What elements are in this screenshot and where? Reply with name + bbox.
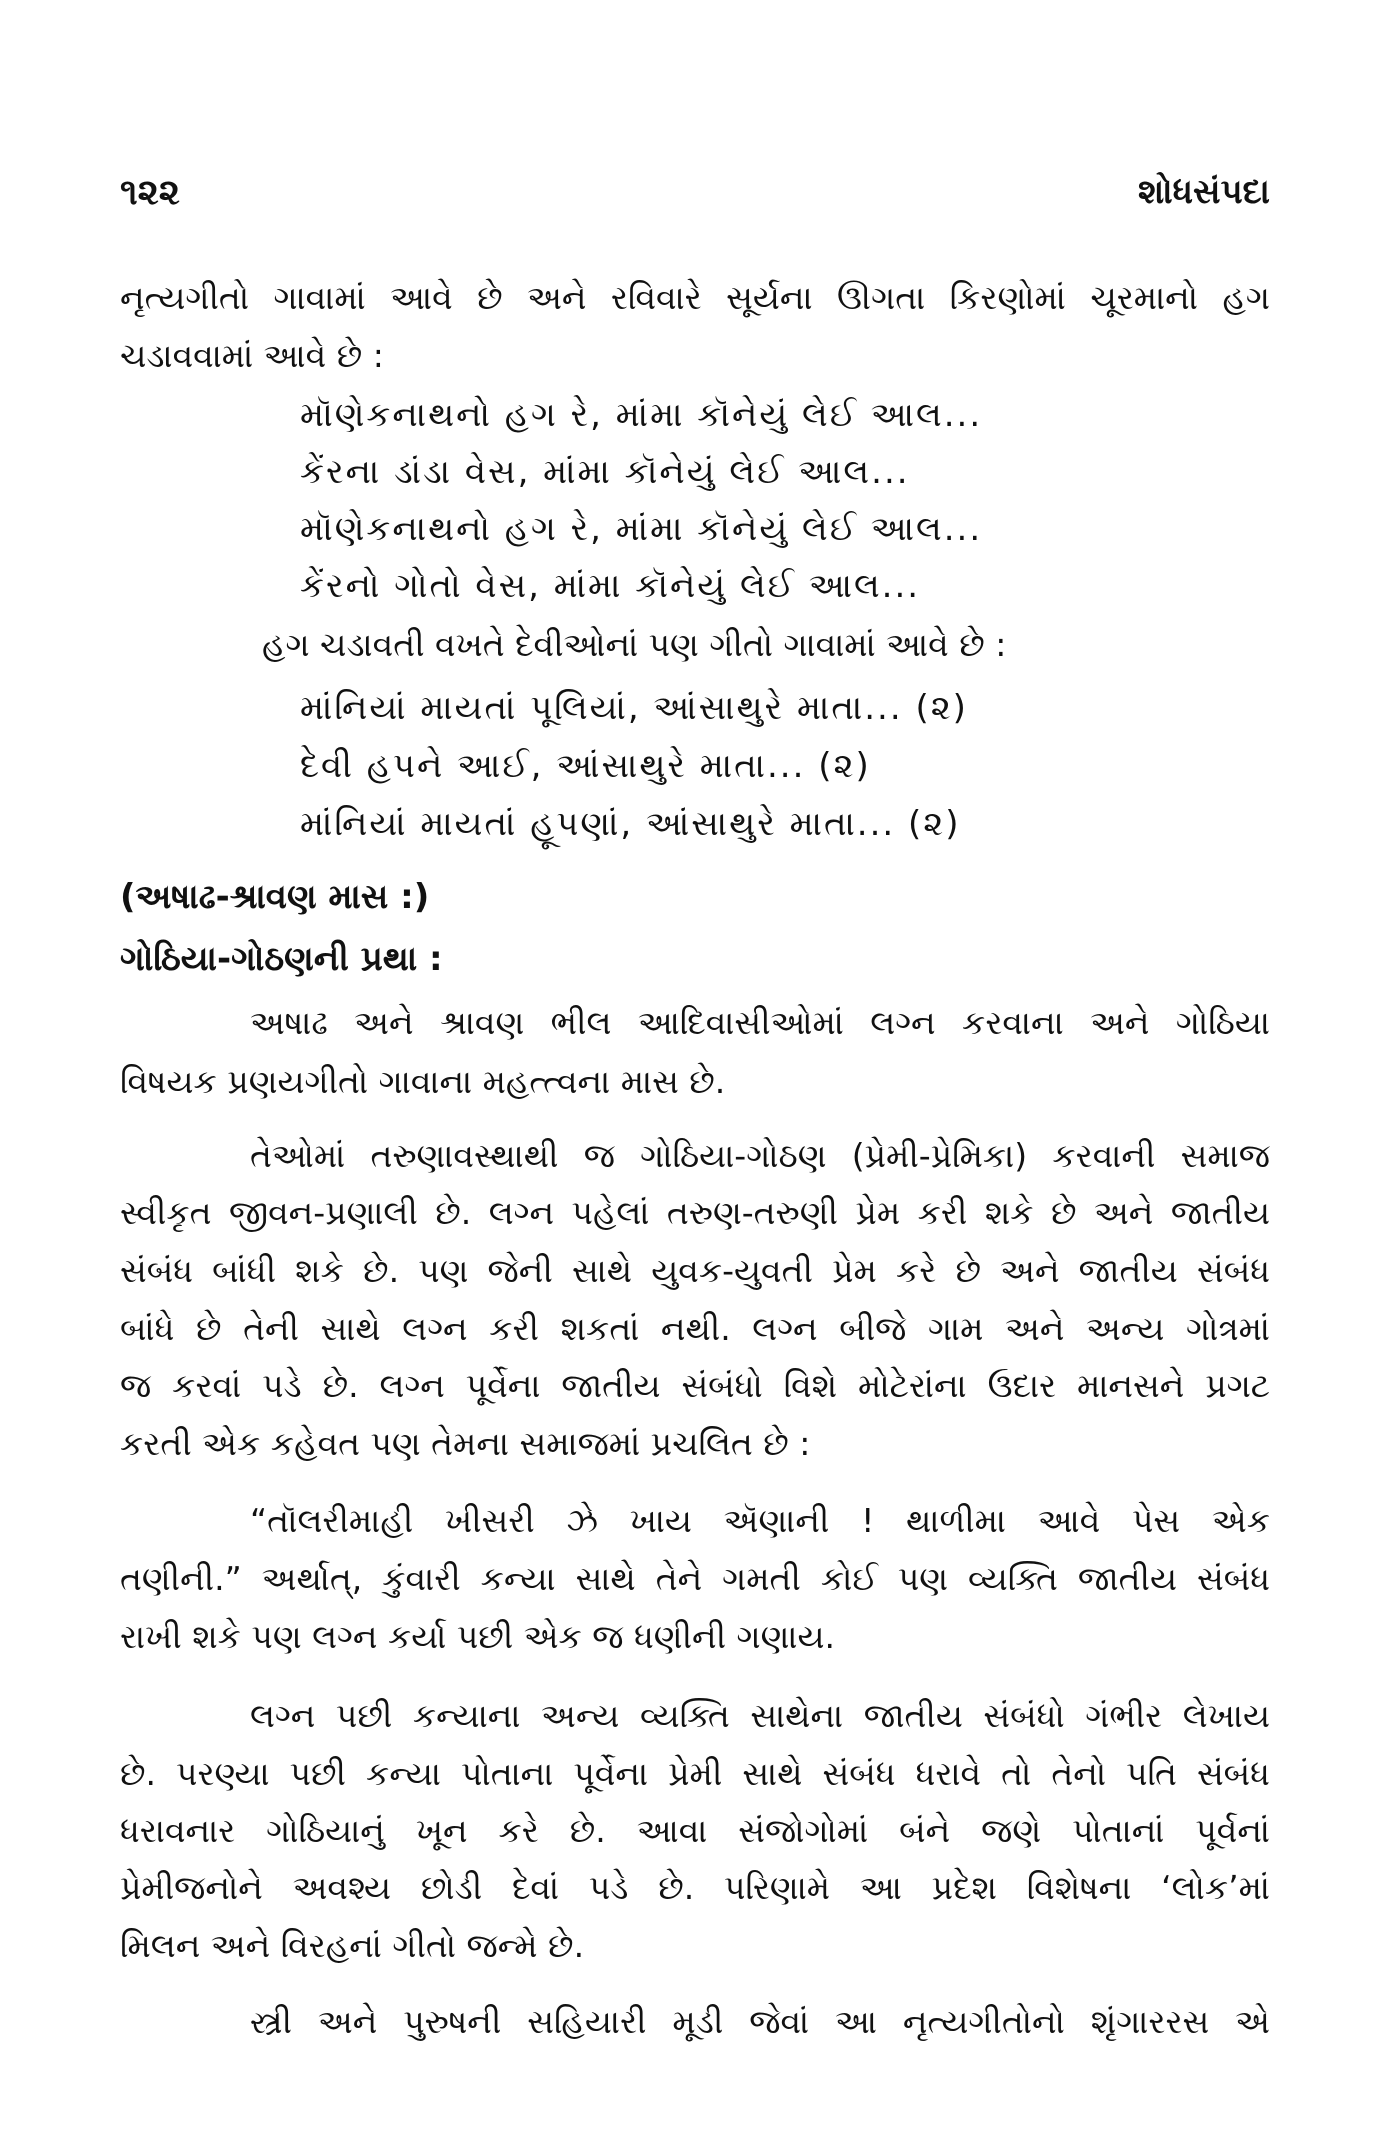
page-number: ૧૨૨ <box>120 172 180 213</box>
section-month: (અષાઢ-શ્રાવણ માસ :) <box>120 877 430 917</box>
page-header <box>120 172 1270 222</box>
text-line: ચડાવવામાં આવે છે : <box>120 336 384 375</box>
verse-line: માંનિયાં માયતાં પૂલિયાં, આંસાથુરે માતા... (૨) <box>300 688 968 728</box>
text-line: હગ ચડાવતી વખતે દેવીઓનાં પણ ગીતો ગાવામાં આવે છે : <box>262 625 1007 664</box>
text-line: સ્વીકૃત જીવન-પ્રણાલી છે. લગ્ન પહેલાં તરુણ-તરુણી પ્રેમ કરી શકે છે અને જાતીય <box>120 1193 1270 1232</box>
text-line: કરતી એક કહેવત પણ તેમના સમાજમાં પ્રચલિત છે : <box>120 1424 811 1463</box>
text-line: લગ્ન પછી કન્યાના અન્ય વ્યક્તિ સાથેના જાતીય સંબંધો ગંભીર લેખાય <box>250 1696 1270 1735</box>
running-title: શોધસંપદા <box>1137 172 1270 212</box>
verse-line: કેંરનો ગોતો વેસ, માંમા કૉનેયું લેઈ આલ... <box>300 566 921 606</box>
text-line: અષાઢ અને શ્રાવણ ભીલ આદિવાસીઓમાં લગ્ન કરવાના અને ગોઠિયા <box>250 1003 1270 1042</box>
section-heading: ગોઠિયા-ગોઠણની પ્રથા : <box>120 939 443 979</box>
verse-line: મૉણેકનાથનો હગ રે, માંમા કૉનેયું લેઈ આલ... <box>300 509 983 549</box>
verse-line: દેવી હપને આઈ, આંસાથુરે માતા... (૨) <box>300 746 871 786</box>
verse-line: મૉણેકનાથનો હગ રે, માંમા કૉનેયું લેઈ આલ... <box>300 395 983 435</box>
text-line: સ્ત્રી અને પુરુષની સહિયારી મૂડી જેવાં આ નૃત્યગીતોનો શૃંગારરસ એ <box>250 2002 1270 2041</box>
text-line: તણીની.” અર્થાત્, કુંવારી કન્યા સાથે તેને ગમતી કોઈ પણ વ્યક્તિ જાતીય સંબંધ <box>120 1559 1270 1598</box>
text-line: પ્રેમીજનોને અવશ્ય છોડી દેવાં પડે છે. પરિણામે આ પ્રદેશ વિશેષના ‘લોક’માં <box>120 1868 1270 1907</box>
text-line: સંબંધ બાંધી શકે છે. પણ જેની સાથે યુવક-યુવતી પ્રેમ કરે છે અને જાતીય સંબંધ <box>120 1251 1270 1290</box>
text-line: નૃત્યગીતો ગાવામાં આવે છે અને રવિવારે સૂર્યના ઊગતા કિરણોમાં ચૂરમાનો હગ <box>120 278 1270 317</box>
text-line: બાંધે છે તેની સાથે લગ્ન કરી શકતાં નથી. લગ્ન બીજે ગામ અને અન્ય ગોત્રમાં <box>120 1309 1270 1348</box>
text-line: તેઓમાં તરુણાવસ્થાથી જ ગોઠિયા-ગોઠણ (પ્રેમી-પ્રેમિકા) કરવાની સમાજ <box>250 1136 1270 1175</box>
verse-line: કેંરના ડાંડા વેસ, માંમા કૉનેયું લેઈ આલ... <box>300 452 910 492</box>
text-line: વિષયક પ્રણયગીતો ગાવાના મહત્ત્વના માસ છે. <box>120 1062 726 1101</box>
text-line: મિલન અને વિરહનાં ગીતો જન્મે છે. <box>120 1926 585 1965</box>
text-line: ધરાવનાર ગોઠિયાનું ખૂન કરે છે. આવા સંજોગોમાં બંને જણે પોતાનાં પૂર્વનાં <box>120 1811 1270 1850</box>
text-line: રાખી શકે પણ લગ્ન કર્યા પછી એક જ ધણીની ગણાય. <box>120 1617 836 1656</box>
text-line: છે. પરણ્યા પછી કન્યા પોતાના પૂર્વેના પ્રેમી સાથે સંબંધ ધરાવે તો તેનો પતિ સંબંધ <box>120 1754 1270 1793</box>
verse-line: માંનિયાં માયતાં હૂપણાં, આંસાથુરે માતા... (૨) <box>300 804 961 844</box>
text-line: જ કરવાં પડે છે. લગ્ન પૂર્વેના જાતીય સંબંધો વિશે મોટેરાંના ઉદાર માનસને પ્રગટ <box>120 1366 1270 1405</box>
text-line: “તૉલરીમાહી ખીસરી ઝે ખાય ઍણાની ! થાળીમા આવે પેસ એક <box>250 1501 1270 1540</box>
